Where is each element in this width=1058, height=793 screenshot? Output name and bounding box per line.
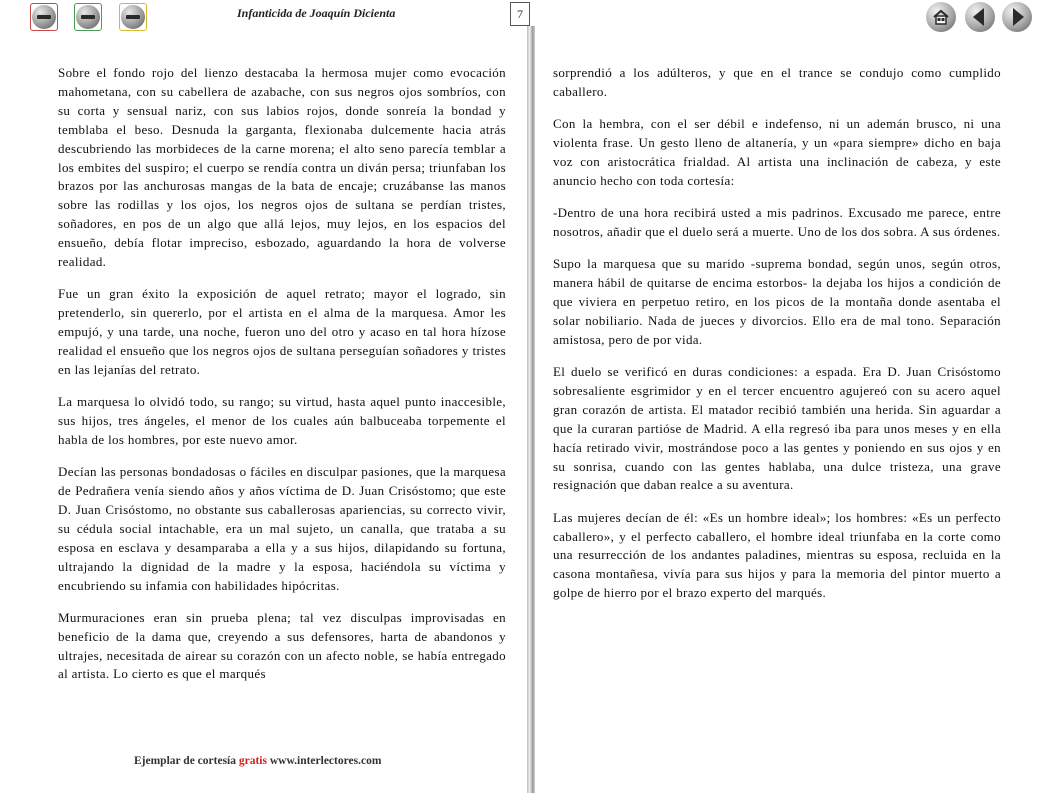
minus-button-red[interactable] [30, 3, 58, 31]
arrow-right-icon [1013, 8, 1024, 26]
column-divider [527, 26, 535, 793]
right-text-column [553, 64, 1001, 616]
minus-button-green[interactable] [74, 3, 102, 31]
paragraph: Las mujeres decían de él: «Es un hombre ideal»; los hombres: «Es un perfecto caballero», y el perfecto caballero, el hombre ideal triunfaba en la corte como una resurrección de los andantes paladines, mientras su esposa, recluida en la casona montañesa, vivía para sus hijos y para la memoria del pintor muerto a golpe de hierro por el brazo experto del marqués. [553, 509, 1001, 601]
next-page-button[interactable] [1002, 2, 1032, 32]
home-icon [932, 8, 950, 26]
left-text-column [58, 64, 506, 724]
paragraph: Supo la marquesa que su marido -suprema bondad, según unos, según otros, manera hábil de quitarse de encima estorbos- la dejaba los hijos a condición de que viviera en perpetuo retiro, en los picos de la montaña donde asentaba el solar nobiliario. Nada de jueces y divorcios. Ello era de mal tono. Separación amistosa, pero de por vida. [553, 256, 1001, 347]
previous-page-button[interactable] [965, 2, 995, 32]
minus-button-yellow[interactable] [119, 3, 147, 31]
paragraph: El duelo se verificó en duras condiciones: a espada. Era D. Juan Crisóstomo sobresaliente esgrimidor y en el tercer encuentro agujereó con su acero aquel gran corazón de artista. El matador recibió también una herida. Sin aguardar a que la curaran partióse de Madrid. A ella regresó iba para unos meses y en ella hacía retirado vivir, mostrándose poco a las gentes y poniendo en sus ojos y en su sonrisa, cuando con las gentes hablaba, una dulce tristeza, una grave resignación que daban realce a su aventura. [553, 363, 1001, 493]
minus-icon [32, 5, 56, 29]
footer-text: Ejemplar de cortesía [134, 755, 236, 767]
minus-icon [121, 5, 145, 29]
paragraph: Sobre el fondo rojo del lienzo destacaba la hermosa mujer como evocación mahometana, con su cabellera de azabache, con sus negros ojos sombríos, con su corta y sensual nariz, con sus labios rojos, donde sonreía la bondad y temblaba el beso. Desnuda la garganta, flexionaba dulcemente hacia atrás descubriendo las morbideces de la carne morena; el alto seno parecía temblar a los embites del suspiro; el cuerpo se rendía contra un diván persa; triunfaban los brazos por las anchurosas mangas de la bata de encaje; cruzábanse las manos sobre las rodillas y los ojos, los negros ojos de sultana se perdían tristes, soñadores, en pos de un algo que allá lejos, muy lejos, en los espacios del ensueño, debía flotar impreciso, esbozado, aguardando la hora de volverse realidad. [58, 65, 506, 270]
paragraph: Con la hembra, con el ser débil e indefenso, ni un ademán brusco, ni una violenta frase. Un gesto lleno de altanería, y un «para siempre» dicho en baja voz con aristocrática frialdad. Al artista una inclinación de cabeza, y este anuncio hecho con toda cortesía: [553, 116, 1001, 188]
footer-link[interactable]: www.interlectores.com [269, 755, 382, 767]
minus-icon [76, 5, 100, 29]
paragraph: Fue un gran éxito la exposición de aquel retrato; mayor el logrado, sin pretenderlo, sin quererlo, por el artista en el alma de la marquesa. Amor les empujó, y una tarde, una noche, fueron uno del otro y acaso en tal hora hízose realidad el ensueño que los negros ojos de sultana perseguían soñadores y tristes en las lejanías del retrato. [58, 286, 506, 377]
footer-highlight: gratis [238, 755, 267, 767]
page-number: 7 [510, 2, 530, 26]
paragraph: -Dentro de una hora recibirá usted a mis padrinos. Excusado me parece, entre nosotros, añadir que el duelo será a muerte. Uno de los dos sobra. A sus órdenes. [553, 205, 1001, 239]
paragraph: Murmuraciones eran sin prueba plena; tal vez disculpas improvisadas en beneficio de la dama que, creyendo a sus defensores, harta de abandonos y ultrajes, necesitada de airear su corazón con un afecto noble, se había entregado al artista. Lo cierto es que el marqués [58, 609, 506, 682]
footer [134, 755, 381, 767]
document-title: Infanticida de Joaquín Dicienta [237, 6, 396, 20]
home-button[interactable] [926, 2, 956, 32]
paragraph: Decían las personas bondadosas o fáciles en disculpar pasiones, que la marquesa de Pedrañera venía siendo años y años víctima de D. Juan Crisóstomo; que este D. Juan Crisóstomo, no obstante sus caballerosas apariencias, su correcto vivir, su cédula social intachable, era un mal sujeto, un canalla, que trataba a su esposa en esclava y desamparaba a ella y a sus hijos, dilapidando su fortuna, ultrajando la dignidad de la madre y la esposa, haciéndola su víctima y encubriendo su infamia con habilidades hipócritas. [58, 464, 506, 593]
paragraph: sorprendió a los adúlteros, y que en el trance se condujo como cumplido caballero. [553, 65, 1001, 99]
arrow-left-icon [973, 8, 984, 26]
paragraph: La marquesa lo olvidó todo, su rango; su virtud, hasta aquel punto inaccesible, sus hijos, tres ángeles, el menor de los cuales aún balbuceaba torpemente el habla de los hombres, por este nuevo amor. [58, 394, 506, 447]
